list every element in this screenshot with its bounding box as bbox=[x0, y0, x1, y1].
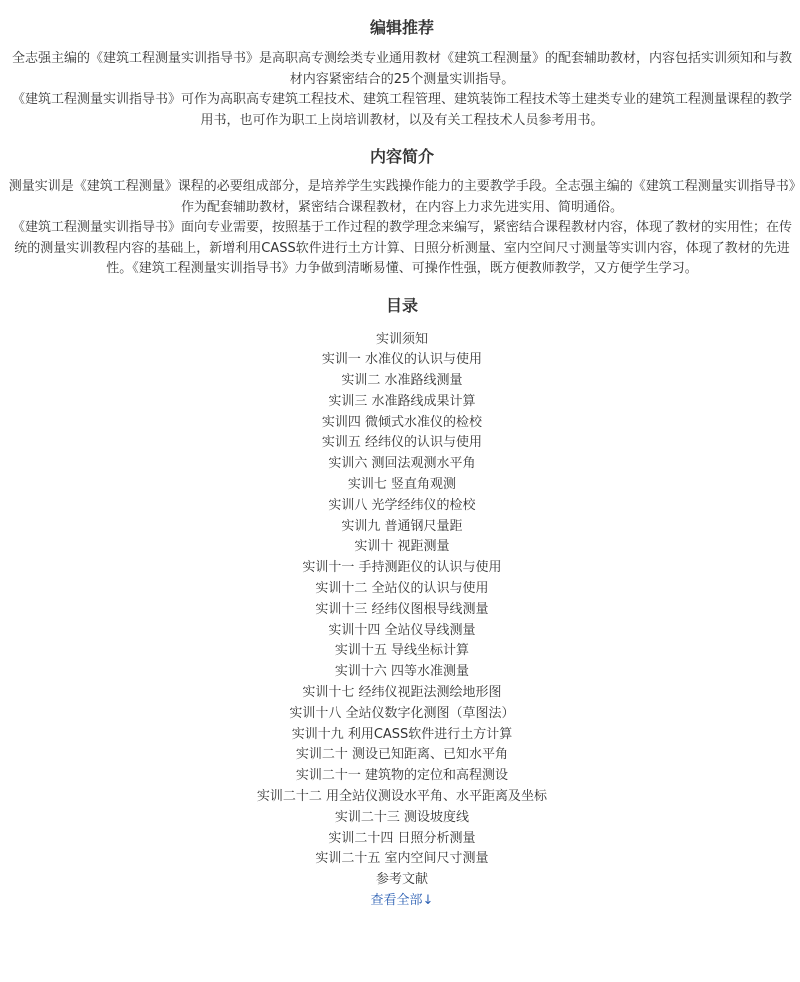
toc-item: 实训十一 手持测距仪的认识与使用 bbox=[302, 560, 502, 576]
toc-item: 实训十五 导线坐标计算 bbox=[334, 643, 470, 659]
toc-item: 实训二十二 用全站仪测设水平角、水平距离及坐标 bbox=[256, 789, 548, 805]
toc-item: 实训十二 全站仪的认识与使用 bbox=[315, 581, 489, 597]
section-title-content-intro: 内容简介 bbox=[369, 147, 434, 166]
recommendation-paragraph: 《建筑工程测量实训指导书》可作为高职高专建筑工程技术、建筑工程管理、建筑装饰工程技术等土建类专业的建筑工程测量课程的教学用书，也可作为职工上岗培训教材，以及有关工程技术人员参考用书。 bbox=[11, 92, 792, 128]
toc-item: 实训十三 经纬仪图根导线测量 bbox=[315, 601, 489, 617]
toc-item: 实训二十一 建筑物的定位和高程测设 bbox=[295, 768, 509, 784]
toc-item: 实训五 经纬仪的认识与使用 bbox=[321, 435, 483, 451]
book-detail-page bbox=[0, 16, 800, 911]
section-title-table-of-contents: 目录 bbox=[385, 295, 418, 315]
intro-paragraph: 测量实训是《建筑工程测量》课程的必要组成部分，是培养学生实践操作能力的主要教学手段。全志强主编的《建筑工程测量实训指导书》作为配套辅助教材，紧密结合课程教材，在内容上力求先进实用、简明通俗。 bbox=[8, 179, 796, 215]
toc-item: 实训十八 全站仪数字化测图（草图法） bbox=[289, 705, 515, 721]
toc-item: 实训七 竖直角观测 bbox=[347, 477, 457, 493]
toc-item: 实训二 水准路线测量 bbox=[341, 373, 463, 389]
toc-item: 实训十六 四等水准测量 bbox=[334, 664, 470, 680]
toc-item: 实训须知 bbox=[375, 331, 428, 347]
section-title-editor-recommendation: 编辑推荐 bbox=[369, 18, 434, 37]
recommendation-paragraph: 全志强主编的《建筑工程测量实训指导书》是高职高专测绘类专业通用教材《建筑工程测量》的配套辅助教材，内容包括实训须知和与教材内容紧密结合的25个测量实训指导。 bbox=[11, 51, 792, 87]
toc-item: 实训四 微倾式水准仪的检校 bbox=[321, 414, 483, 430]
toc-item: 实训六 测回法观测水平角 bbox=[328, 456, 476, 472]
toc-item: 实训十七 经纬仪视距法测绘地形图 bbox=[302, 685, 502, 701]
toc-item: 实训一 水准仪的认识与使用 bbox=[321, 352, 483, 368]
toc-item: 参考文献 bbox=[375, 872, 428, 888]
toc-item: 实训二十三 测设坡度线 bbox=[334, 809, 470, 825]
toc-item: 实训九 普通钢尺量距 bbox=[341, 518, 463, 534]
toc-item: 实训十 视距测量 bbox=[354, 539, 450, 555]
toc-item: 实训八 光学经纬仪的检校 bbox=[328, 497, 476, 513]
editor-recommendation-text bbox=[6, 49, 798, 131]
toc-item: 实训二十 测设已知距离、已知水平角 bbox=[295, 747, 509, 763]
toc-item: 实训二十五 室内空间尺寸测量 bbox=[315, 851, 489, 867]
toc-item: 实训十四 全站仪导线测量 bbox=[328, 622, 476, 638]
content-intro-text bbox=[6, 177, 798, 280]
intro-paragraph: 《建筑工程测量实训指导书》面向专业需要，按照基于工作过程的教学理念来编写，紧密结合课程教材内容，体现了教材的实用性；在传统的测量实训教程内容的基础上，新增利用CASS软件进行土方计算、日照分析测量、室内空间尺寸测量等实训内容，体现了教材的先进性。《建筑工程测量实训指导书》力争做到清晰易懂、可操作性强，既方便教师教学，又方便学生学习。 bbox=[11, 220, 792, 276]
toc-item: 实训十九 利用CASS软件进行土方计算 bbox=[291, 726, 513, 742]
view-all-link[interactable]: 查看全部↓ bbox=[370, 893, 434, 909]
toc-item: 实训三 水准路线成果计算 bbox=[328, 393, 476, 409]
table-of-contents-list bbox=[6, 330, 798, 892]
toc-item: 实训二十四 日照分析测量 bbox=[328, 830, 476, 846]
